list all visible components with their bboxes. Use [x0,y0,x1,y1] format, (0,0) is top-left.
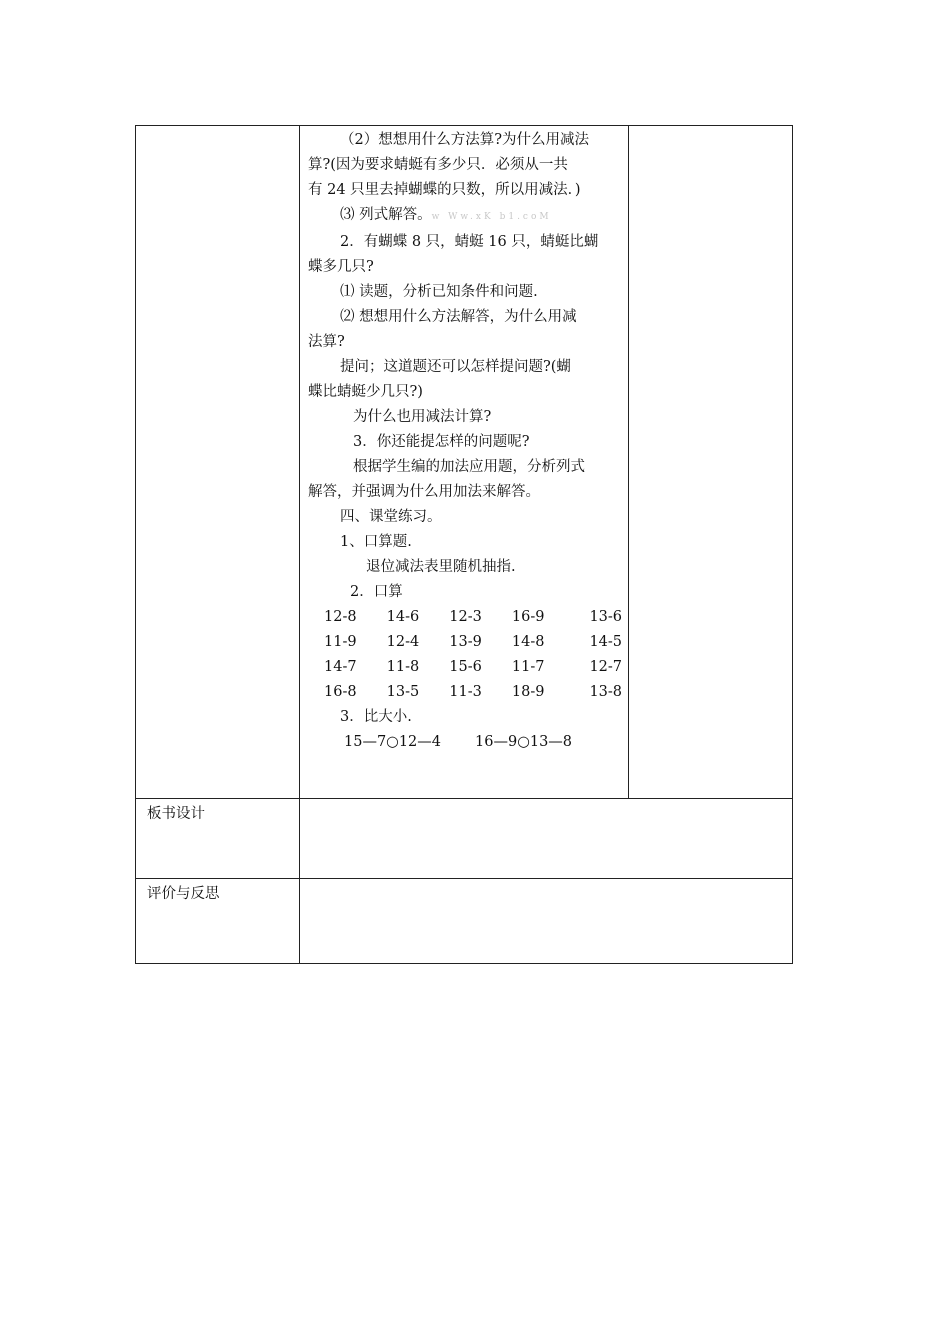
content-line [308,203,622,230]
right-empty-cell [629,126,793,799]
content-line: 退位减法表里随机抽指. [366,559,516,575]
content-line: （2）想想用什么方法算?为什么用减法 [340,132,589,148]
content-line: 有 24 只里去掉蝴蝶的只数，所以用减法．) [308,182,581,198]
content-line: 提问；这道题还可以怎样提问题?(蝴 [340,359,571,375]
calc-item: 13-5 [386,684,420,700]
content-line: ⑵ 想想用什么方法解答，为什么用减 [340,309,577,325]
content-line: 3．你还能提怎样的问题呢? [353,434,530,450]
content-line: 法算? [308,334,345,350]
compare-row [308,730,622,755]
content-line: 蝶多几只? [308,259,374,275]
calc-item: 15-6 [449,659,482,675]
calc-item: 14-8 [511,634,545,650]
calc-item: 11-9 [324,634,357,650]
calc-item: 13-9 [449,634,482,650]
content-line: 根据学生编的加法应用题，分析列式 [353,459,585,475]
content-line: 3．比大小. [340,709,412,725]
content-line: ⑴ 读题，分析已知条件和问题. [340,284,538,300]
board-design-label: 板书设计 [136,799,300,879]
calc-item: 13-8 [589,684,623,700]
calc-item: 12-7 [589,659,623,675]
step-text: ⑶ 列式解答。 [340,207,432,223]
reflection-row [136,879,793,964]
content-line: 解答，并强调为什么用加法来解答。 [308,484,540,500]
reflection-content [300,879,793,964]
content-line: 1、口算题. [340,534,412,550]
calc-item: 11-7 [511,659,545,675]
calc-item: 12-8 [324,609,357,625]
oral-calc-row [308,655,622,680]
calc-item: 14-7 [324,659,357,675]
compare-item: 16—9○13—8 [475,734,573,750]
calc-item: 12-3 [449,609,482,625]
calc-item: 14-5 [589,634,623,650]
calc-item: 13-6 [589,609,623,625]
content-line: 2．有蝴蝶 8 只，蜻蜓 16 只，蜻蜓比蝴 [340,234,599,250]
oral-calc-row [308,630,622,655]
lesson-plan-table [135,125,793,964]
board-design-content [300,799,793,879]
calc-item: 14-6 [386,609,420,625]
calc-item: 16-8 [324,684,357,700]
teaching-content-cell [300,126,629,799]
watermark: w Ww.xK b1.coM [431,212,552,222]
compare-item: 15—7○12—4 [344,734,442,750]
left-empty-cell [136,126,300,799]
section-heading: 四、课堂练习。 [340,509,442,525]
calc-item: 18-9 [511,684,545,700]
reflection-label: 评价与反思 [136,879,300,964]
content-line: 为什么也用减法计算? [353,409,492,425]
board-design-row [136,799,793,879]
oral-calc-row [308,605,622,630]
calc-item: 11-3 [449,684,482,700]
calc-item: 16-9 [511,609,545,625]
content-line: 算?(因为要求蜻蜓有多少只．必须从一共 [308,157,568,173]
content-line: 蝶比蜻蜓少几只?) [308,384,423,400]
content-line: 2．口算 [350,584,403,600]
oral-calc-row [308,680,622,705]
teaching-process-row [136,126,793,799]
calc-item: 11-8 [386,659,420,675]
calc-item: 12-4 [386,634,420,650]
